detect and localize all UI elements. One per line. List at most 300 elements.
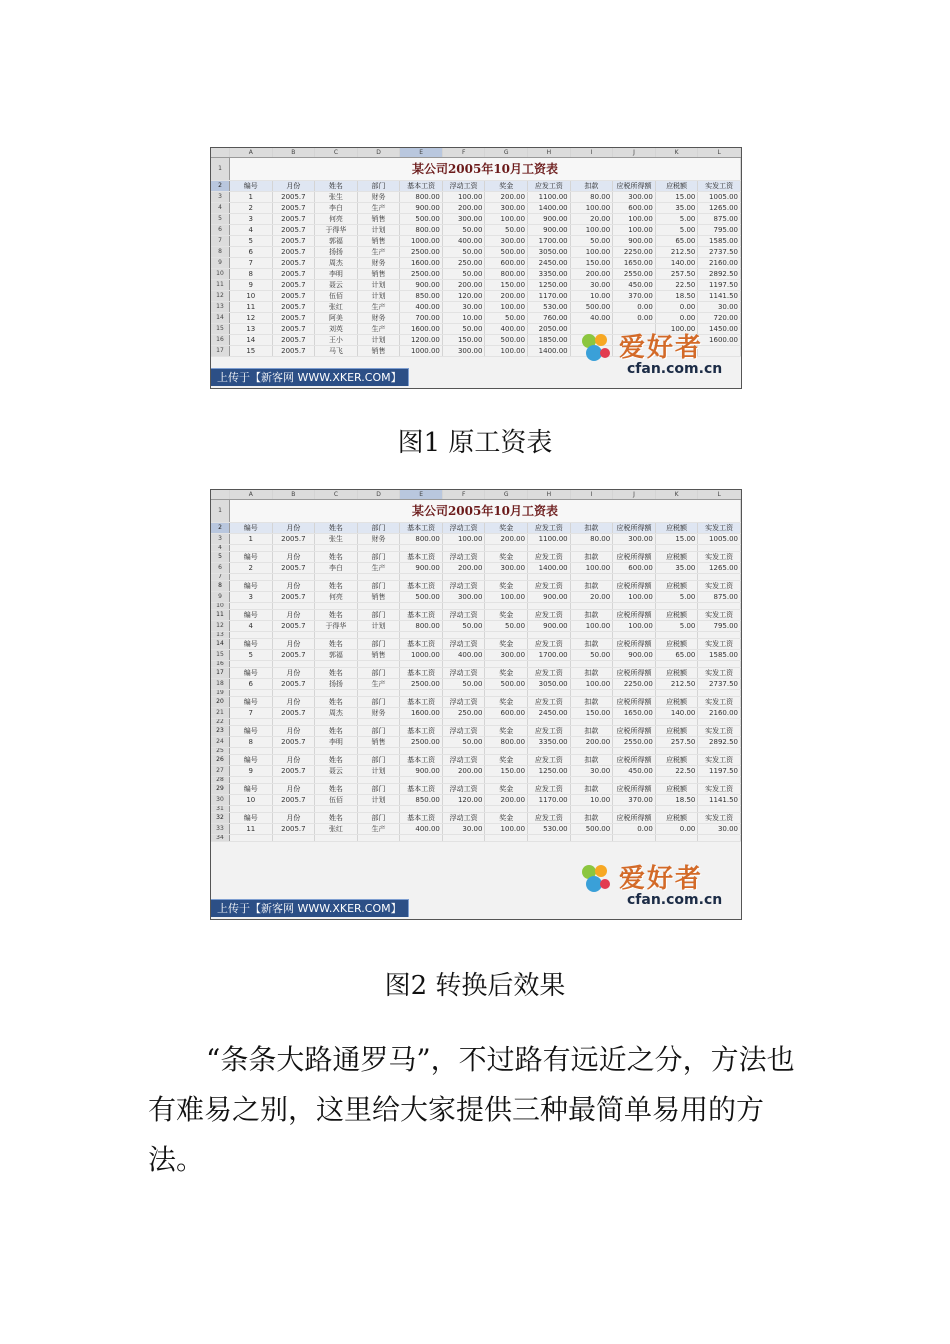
cell: 销售 [357,236,400,247]
cell [570,690,613,697]
cell: 应税所得额 [613,581,656,592]
table-row [211,592,741,603]
cell [400,748,443,755]
cell: 2737.50 [698,247,741,258]
cell: 900.00 [528,592,571,603]
column-letter: H [528,490,571,500]
cell: 销售 [357,592,400,603]
cell: 2250.00 [613,679,656,690]
cfan-logo [575,327,735,385]
cell: 基本工资 [400,639,443,650]
cell: 5.00 [655,225,698,236]
cell: 9 [230,280,273,291]
cell: 2005.7 [272,795,315,806]
cell: 50.00 [442,621,485,632]
cell [570,632,613,639]
cell: 1141.50 [698,795,741,806]
cell: 900.00 [400,563,443,574]
cell: 销售 [357,346,400,357]
cell: 800.00 [485,737,528,748]
column-header-row [211,148,741,158]
row-number: 13 [211,302,230,313]
cell: 月份 [272,726,315,737]
cell: 2737.50 [698,679,741,690]
column-letter: F [442,490,485,500]
logo-domain: cfan.com.cn [627,892,723,908]
cell [613,719,656,726]
cell: 1000.00 [400,650,443,661]
cell: 10.00 [570,291,613,302]
row-number: 5 [211,552,230,563]
cell: 基本工资 [400,784,443,795]
cell: 应发工资 [528,813,571,824]
cell: 10 [230,795,273,806]
blank-row [211,545,741,552]
caption-figure-2: 图2 转换后效果 [384,971,566,1001]
cell: 郭福 [315,650,358,661]
cell: 基本工资 [400,668,443,679]
cell [570,748,613,755]
cell: 200.00 [485,192,528,203]
cell: 15.00 [655,192,698,203]
cell: 20.00 [570,592,613,603]
cell: 795.00 [698,225,741,236]
row-number: 11 [211,280,230,291]
cell [272,545,315,552]
cell: 1600.00 [698,335,741,346]
cell: 400.00 [400,824,443,835]
row-number: 17 [211,668,230,679]
cell: 400.00 [400,302,443,313]
cell: 2005.7 [272,291,315,302]
title-row [211,500,741,523]
cell: 应发工资 [528,552,571,563]
cell: 900.00 [528,225,571,236]
table-row [211,313,741,324]
cell: 应税额 [655,697,698,708]
cell [528,748,571,755]
cell: 2005.7 [272,621,315,632]
cell [442,574,485,581]
cell: 6 [230,679,273,690]
cell: 姓名 [315,668,358,679]
column-letter: H [528,148,571,158]
cell [698,661,741,668]
cell: 扣款 [570,813,613,824]
cell: 应税所得额 [613,755,656,766]
cell: 100.00 [613,225,656,236]
cell: 200.00 [570,269,613,280]
cell [272,719,315,726]
row-number: 3 [211,192,230,203]
column-letter: C [315,148,358,158]
cell: 姓名 [315,610,358,621]
cell: 1600.00 [400,708,443,719]
cell: 100.00 [570,225,613,236]
cell [698,574,741,581]
cell: 2450.00 [528,258,571,269]
cell: 月份 [272,755,315,766]
table-row [211,236,741,247]
cell: 875.00 [698,214,741,225]
cell: 65.00 [655,650,698,661]
cell [528,806,571,813]
cell: 65.00 [655,236,698,247]
table-row [211,225,741,236]
row-number: 25 [211,748,230,755]
cell: 张生 [315,192,358,203]
cell: 部门 [357,813,400,824]
cell: 50.00 [570,650,613,661]
cell: 2005.7 [272,563,315,574]
cell: 编号 [230,181,273,192]
table-row [211,280,741,291]
cell: 应税所得额 [613,668,656,679]
cell: 1265.00 [698,203,741,214]
cell [400,690,443,697]
cell [315,806,358,813]
cell: 实发工资 [698,726,741,737]
table-row [211,650,741,661]
cell: 10.00 [442,313,485,324]
cell: 基本工资 [400,610,443,621]
cell: 370.00 [613,291,656,302]
column-letter: D [357,490,400,500]
cell [570,603,613,610]
cell: 编号 [230,639,273,650]
cell: 基本工资 [400,726,443,737]
cell: 2450.00 [528,708,571,719]
cell: 900.00 [528,621,571,632]
row-number: 27 [211,766,230,777]
cell: 1700.00 [528,236,571,247]
table-row [211,203,741,214]
cell: 100.00 [613,621,656,632]
table-row [211,258,741,269]
cell: 应税所得额 [613,552,656,563]
cell [230,777,273,784]
cell: 4 [230,225,273,236]
cell: 财务 [357,192,400,203]
cell [230,632,273,639]
cell [485,661,528,668]
upload-watermark: 上传于【新客网 WWW.XKER.COM】 [211,368,409,386]
table-row [211,563,741,574]
cell: 0.00 [613,824,656,835]
cell: 6 [230,247,273,258]
row-number: 9 [211,258,230,269]
cell: 14 [230,335,273,346]
cell: 212.50 [655,247,698,258]
cell: 300.00 [485,563,528,574]
cell: 浮动工资 [442,523,485,534]
cell: 月份 [272,610,315,621]
cell: 100.00 [570,247,613,258]
cell: 3350.00 [528,269,571,280]
column-letter: B [272,490,315,500]
cell: 530.00 [528,824,571,835]
cell: 编号 [230,552,273,563]
cell: 实发工资 [698,610,741,621]
cell: 3350.00 [528,737,571,748]
cell: 760.00 [528,313,571,324]
cell: 1265.00 [698,563,741,574]
cell [315,661,358,668]
cell: 0.00 [655,313,698,324]
cell: 2005.7 [272,203,315,214]
cell: 实发工资 [698,668,741,679]
cell: 部门 [357,784,400,795]
cell: 计划 [357,280,400,291]
cell [655,835,698,842]
cell [613,545,656,552]
cell: 计划 [357,335,400,346]
cell: 5 [230,236,273,247]
cell: 张红 [315,824,358,835]
cell [698,748,741,755]
cell [400,661,443,668]
cell: 150.00 [485,280,528,291]
row-number: 19 [211,690,230,697]
cell: 扣款 [570,610,613,621]
cell [655,545,698,552]
cell: 800.00 [400,225,443,236]
cell [485,545,528,552]
cell [698,603,741,610]
cell: 30.00 [698,824,741,835]
cell [357,719,400,726]
cell: 1400.00 [528,203,571,214]
cell: 实发工资 [698,581,741,592]
table-row [211,737,741,748]
cell: 200.00 [485,795,528,806]
row-number: 1 [211,500,230,523]
row-number: 10 [211,603,230,610]
table-row [211,534,741,545]
cell [357,574,400,581]
cell: 22.50 [655,766,698,777]
cell: 应税所得额 [613,523,656,534]
cell [485,806,528,813]
cell: 15 [230,346,273,357]
cell: 257.50 [655,737,698,748]
table-row [211,291,741,302]
column-letter: I [570,148,613,158]
row-number: 14 [211,313,230,324]
cell: 1600.00 [400,258,443,269]
cell [230,835,273,842]
cell: 150.00 [485,766,528,777]
cell: 50.00 [442,247,485,258]
cell [315,603,358,610]
cell [315,748,358,755]
cell: 50.00 [485,225,528,236]
cell: 120.00 [442,291,485,302]
cell: 3050.00 [528,679,571,690]
cell: 应税额 [655,726,698,737]
row-number: 26 [211,755,230,766]
cell: 应发工资 [528,610,571,621]
cell: 1005.00 [698,192,741,203]
cell: 奖金 [485,639,528,650]
cell: 基本工资 [400,523,443,534]
cell: 300.00 [485,203,528,214]
cell: 奖金 [485,581,528,592]
cell [230,603,273,610]
cell: 实发工资 [698,813,741,824]
cell: 450.00 [613,766,656,777]
cell: 600.00 [485,258,528,269]
cell: 扣款 [570,581,613,592]
cell [442,603,485,610]
blank-row [211,574,741,581]
cell [315,835,358,842]
table-row [211,824,741,835]
cell: 2892.50 [698,737,741,748]
cell: 100.00 [570,563,613,574]
column-letter: B [272,148,315,158]
cell [357,545,400,552]
cell: 300.00 [485,236,528,247]
cell: 扣款 [570,639,613,650]
cell [357,632,400,639]
cell: 800.00 [400,534,443,545]
cell: 1000.00 [400,236,443,247]
row-number: 3 [211,534,230,545]
table-row [211,679,741,690]
cell: 编号 [230,610,273,621]
cell [570,661,613,668]
cell: 编号 [230,726,273,737]
cell: 计划 [357,291,400,302]
cell: 姓名 [315,639,358,650]
cell: 奖金 [485,813,528,824]
cell [613,806,656,813]
cell: 50.00 [442,737,485,748]
cell [698,545,741,552]
cell [442,835,485,842]
cell: 生产 [357,824,400,835]
cell: 300.00 [442,346,485,357]
cell [272,574,315,581]
cell: 浮动工资 [442,639,485,650]
cell [230,574,273,581]
cell [315,690,358,697]
cell: 795.00 [698,621,741,632]
cell: 财务 [357,534,400,545]
row-number: 28 [211,777,230,784]
cell: 月份 [272,813,315,824]
cell: 2005.7 [272,335,315,346]
cell: 马飞 [315,346,358,357]
cell: 1 [230,534,273,545]
cell: 奖金 [485,523,528,534]
cell: 18.50 [655,291,698,302]
cell: 13 [230,324,273,335]
cell: 姓名 [315,181,358,192]
cell [400,835,443,842]
cell: 基本工资 [400,697,443,708]
table-row [211,192,741,203]
cell: 800.00 [400,621,443,632]
cell: 850.00 [400,795,443,806]
cell [655,719,698,726]
table-row [211,708,741,719]
cell: 100.00 [570,679,613,690]
cell: 900.00 [528,214,571,225]
leaf-logo-icon [579,862,613,896]
cfan-logo [575,858,735,916]
cell: 编号 [230,813,273,824]
cell [357,661,400,668]
cell: 应税额 [655,581,698,592]
blank-row [211,719,741,726]
cell: 150.00 [442,335,485,346]
column-letter: I [570,490,613,500]
cell: 基本工资 [400,181,443,192]
cell: 编号 [230,668,273,679]
cell: 2005.7 [272,737,315,748]
cell: 奖金 [485,552,528,563]
cell: 2500.00 [400,679,443,690]
cell: 于得华 [315,225,358,236]
row-number: 12 [211,291,230,302]
cell: 500.00 [570,302,613,313]
cell: 应税额 [655,523,698,534]
cell [485,777,528,784]
cell: 销售 [357,650,400,661]
cell [613,661,656,668]
cell: 姓名 [315,726,358,737]
cell: 800.00 [485,269,528,280]
column-letter: A [230,148,273,158]
cell [528,632,571,639]
cell [485,748,528,755]
cell: 扣款 [570,181,613,192]
cell: 2005.7 [272,324,315,335]
cell [442,690,485,697]
cell: 聂云 [315,280,358,291]
cell [655,806,698,813]
cell: 应税额 [655,813,698,824]
row-number: 23 [211,726,230,737]
row-number: 16 [211,335,230,346]
cell [315,545,358,552]
cell: 50.00 [442,324,485,335]
column-letter: F [442,148,485,158]
cell: 800.00 [400,192,443,203]
table-row [211,214,741,225]
figure-original-salary-sheet [210,147,742,389]
cell: 1585.00 [698,236,741,247]
column-letter: G [485,490,528,500]
header-row [211,610,741,621]
cell: 应发工资 [528,784,571,795]
row-number: 31 [211,806,230,813]
cell: 50.00 [442,225,485,236]
cell: 2892.50 [698,269,741,280]
cell [357,777,400,784]
cell: 李白 [315,563,358,574]
cell: 应税所得额 [613,726,656,737]
cell [485,719,528,726]
cell: 900.00 [400,766,443,777]
cell: 应发工资 [528,181,571,192]
row-number: 11 [211,610,230,621]
cell [442,632,485,639]
cell: 2550.00 [613,269,656,280]
cell [655,574,698,581]
